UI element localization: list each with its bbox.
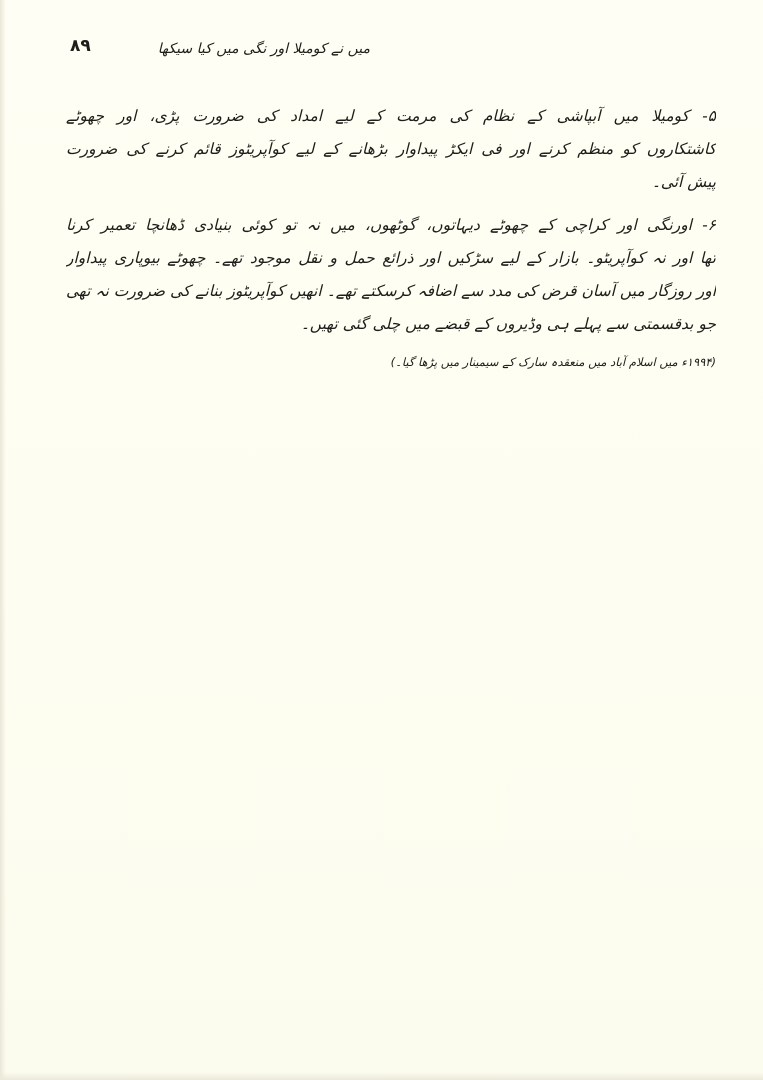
page-edge-left	[0, 0, 6, 1080]
paragraph-5	[66, 100, 716, 199]
paragraph-line: تھا اور نہ کوآپریٹو۔ بازار کے لیے سڑکیں اور ذرائع حمل و نقل موجود تھے۔ چھوٹے بیوپاری پیداوار	[66, 249, 716, 267]
paragraph-line: ۶- اورنگی اور کراچی کے چھوٹے دیہاتوں، گوٹھوں، میں نہ تو کوئی بنیادی ڈھانچا تعمیر کرنا	[66, 216, 716, 234]
page-edge-bottom	[0, 1072, 763, 1080]
page-number: ۸۹	[70, 36, 91, 56]
body-text	[66, 100, 716, 373]
paragraph-line: جو بدقسمتی سے پہلے ہی وڈیروں کے قبضے میں چلی گئی تھیں۔	[300, 315, 716, 333]
footnote: (۱۹۹۴ء میں اسلام آباد میں منعقدہ سارک کے سیمینار میں پڑھا گیا۔)	[390, 355, 716, 369]
paragraph-line: اور روزگار میں آسان قرض کی مدد سے اضافہ کرسکتے تھے۔ انھیں کوآپریٹوز بنانے کی ضرورت نہ تھی	[66, 282, 716, 300]
paragraph-line: کاشتکاروں کو منظم کرنے اور فی ایکڑ پیداوار بڑھانے کے لیے کوآپریٹوز قائم کرنے کی ضرورت	[66, 140, 716, 158]
paragraph-6	[66, 209, 716, 341]
paragraph-line: پیش آئی۔	[651, 173, 716, 191]
page-header	[60, 34, 370, 64]
paragraph-line: ۵- کومیلا میں آبپاشی کے نظام کی مرمت کے لیے امداد کی ضرورت پڑی، اور چھوٹے	[66, 107, 716, 125]
running-title: میں نے کومیلا اور نگی میں کیا سیکھا	[157, 41, 370, 57]
